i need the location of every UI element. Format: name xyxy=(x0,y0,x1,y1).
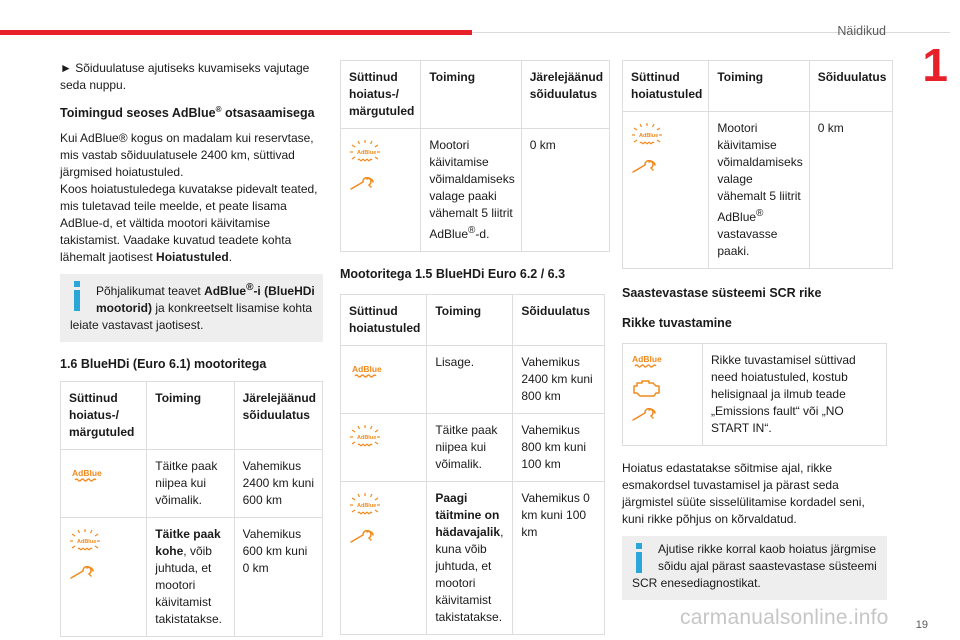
column-1 xyxy=(60,60,323,637)
table-row: AdBlue Täitke paak kohe, võib juhtuda, et mootori käivitamist takistatakse. Vahemikus 600 km kuni 0 km xyxy=(61,518,323,637)
svg-text:AdBlue: AdBlue xyxy=(77,539,97,546)
header-accent-bar xyxy=(0,30,472,35)
table-header: Toiming xyxy=(147,382,234,450)
adblue-icon xyxy=(631,354,665,368)
fault-detection-heading: Rikke tuvastamine xyxy=(622,316,732,330)
wrench-icon xyxy=(69,566,95,580)
adblue-warning-icon xyxy=(69,528,101,554)
table-row: AdBlue Paagi täitmine on hädavajalik, kuna võib juhtuda, et mootori käivitamist takistatakse. Vahemikus 0 km kuni 100 km xyxy=(341,482,605,635)
euro61-table-continued xyxy=(340,60,610,252)
table-row: AdBlue Mootori käivitamise võimaldamiseks valage vähemalt 5 liitrit AdBlue® vastavasse paaki. 0 km xyxy=(623,112,893,269)
info-icon xyxy=(632,543,648,573)
table-header: Toiming xyxy=(421,61,521,129)
wrench-icon xyxy=(349,530,375,544)
wrench-icon xyxy=(631,408,657,422)
info-icon xyxy=(70,281,86,311)
table-header: Süttinud hoiatustuled xyxy=(341,295,427,346)
adblue-icon xyxy=(351,364,385,378)
table-header: Süttinud hoiatustuled xyxy=(623,61,709,112)
table-header: Sõiduulatus xyxy=(513,295,605,346)
info-note: Ajutise rikke korral kaob hoiatus järgmise sõidu ajal pärast saastevastase süsteemi SCR enesediagnostikat. xyxy=(622,536,887,600)
adblue-warning-icon xyxy=(349,492,381,518)
adblue-warning-icon xyxy=(631,122,663,148)
svg-text:AdBlue: AdBlue xyxy=(357,435,377,441)
intro-paragraph: ► Sõiduulatuse ajutiseks kuvamiseks vajutage seda nuppu. xyxy=(60,61,310,92)
adblue-icon xyxy=(71,468,105,482)
info-note: Põhjalikumat teavet AdBlue®-i (BlueHDi mootorid) ja konkreetselt lisamise kohta leiate vastavast jaotisest. xyxy=(60,274,323,342)
svg-text:AdBlue: AdBlue xyxy=(639,133,659,139)
adblue-warning-icon xyxy=(349,139,381,165)
table-header: Toiming xyxy=(427,295,513,346)
column-3 xyxy=(622,60,887,614)
svg-text:AdBlue: AdBlue xyxy=(72,468,102,479)
table-header: Järelejäänud sõiduulatus xyxy=(521,61,609,129)
table-row: AdBlue Täitke paak niipea kui võimalik. Vahemikus 2400 km kuni 600 km xyxy=(61,450,323,518)
euro61-heading: 1.6 BlueHDi (Euro 6.1) mootoritega xyxy=(60,357,267,372)
table-header: Süttinud hoiatus-/ märgutuled xyxy=(61,382,147,450)
warning-paragraph: Hoiatus edastatakse sõitmise ajal, rikke esmakordsel tuvastamisel ja pärast seda järgmistel süüte sisselülitamise kordadel seni, kuni rikke põhjus on kõrvaldatud. xyxy=(622,461,865,526)
watermark: carmanualsonline.info xyxy=(680,606,889,629)
page-number: 19 xyxy=(915,619,928,631)
engine-icon xyxy=(631,378,661,398)
adblue-actions-heading: Toimingud seoses AdBlue® otsasaamisega xyxy=(60,105,315,121)
wrench-icon xyxy=(349,177,375,191)
chapter-number: 1 xyxy=(922,39,948,91)
column-2 xyxy=(340,60,605,635)
wrench-icon xyxy=(631,160,657,174)
table-row: AdBlue Täitke paak niipea kui võimalik. Vahemikus 800 km kuni 100 km xyxy=(341,414,605,482)
euro62-heading: Mootoritega 1.5 BlueHDi Euro 6.2 / 6.3 xyxy=(340,267,566,281)
table-header: Toiming xyxy=(709,61,809,112)
svg-text:AdBlue: AdBlue xyxy=(632,354,662,364)
table-header: Süttinud hoiatus-/ märgutuled xyxy=(341,61,421,129)
svg-text:AdBlue: AdBlue xyxy=(357,150,377,156)
section-title: Näidikud xyxy=(837,24,886,38)
adblue-warning-icon xyxy=(349,424,381,450)
svg-text:AdBlue: AdBlue xyxy=(352,364,382,374)
table-header: Järelejäänud sõiduulatus xyxy=(234,382,322,450)
euro62-table xyxy=(340,294,605,635)
adblue-paragraph-2: Koos hoiatustuledega kuvatakse pidevalt teated, mis tuletavad teile meelde, et peate lisama AdBlue-d, et vältida mootori käivitamise takistamist. Vaadake kuvatud teadete kohta lähemalt jaotisest Hoiatustuled. xyxy=(60,182,318,265)
adblue-paragraph: Kui AdBlue® kogus on madalam kui reservtase, mis vastab sõiduulatusele 2400 km, süttivad järgmised hoiatustuled. xyxy=(60,131,314,180)
scr-fault-heading: Saastevastase süsteemi SCR rike xyxy=(622,286,822,300)
table-row: AdBlue Rikke tuvastamisel süttivad need hoiatustuled, kostub helisignaal ja ilmub teade „Emissions fault“ või „NO START IN“. xyxy=(623,344,887,446)
svg-text:AdBlue: AdBlue xyxy=(357,503,377,509)
fault-detection-table xyxy=(622,343,887,446)
table-header: Sõiduulatus xyxy=(809,61,893,112)
euro61-table xyxy=(60,381,323,637)
euro62-table-continued xyxy=(622,60,893,269)
table-row: AdBlue Mootori käivitamise võimaldamiseks valage paaki vähemalt 5 liitrit AdBlue®-d. 0 km xyxy=(341,129,610,252)
table-row: AdBlue Lisage. Vahemikus 2400 km kuni 800 km xyxy=(341,346,605,414)
